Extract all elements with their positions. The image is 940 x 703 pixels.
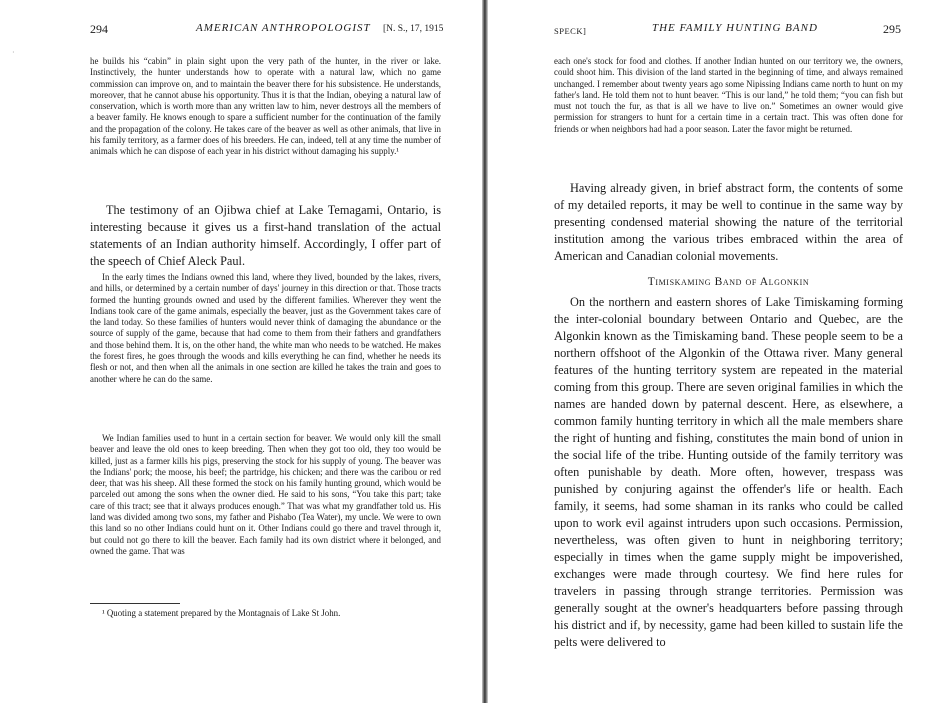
right-body-paragraph-1: Having already given, in brief abstract form, the contents of some of my detailed reports, it may be well to continue in the same way by presenting condensed material showing the nature of the territorial institution among the various tribes embraced within the area of American and Canadian colonial movements. <box>554 181 903 263</box>
left-opening-paragraph: he builds his “cabin” in plain sight upon the very path of the hunter, in the river or lake. Instinctively, the hunter understands how to operate with a natural law, which no game commission can improve on, and to maintain the beaver there for his subsistence. He understands, moreover, that he cannot abuse his opportunity. Thus it is that the Indian, obeying a natural law of conservation, which is worth more than any written law to him, never destroys all the members of a beaver family. He knows enough to spare a sufficient number for the continuation of the family and the propagation of the colony. He takes care of the beaver as well as other animals, that live in his family territory, as a farmer does of his breeders. He can, indeed, tell at any time the number of animals which he can dispose of each year in his district without damaging his supply.¹ <box>90 56 441 157</box>
right-running-head: THE FAMILY HUNTING BAND <box>652 22 818 34</box>
footnote: ¹ Quoting a statement prepared by the Montagnais of Lake St John. <box>102 608 341 618</box>
left-series-info: [N. S., 17, 1915 <box>383 24 444 34</box>
left-quote-paragraph-1: In the early times the Indians owned this land, where they lived, bounded by the lakes, rivers, and hills, or determined by a certain number of days' journey in this direction or that. Those tracts formed the hunting grounds owned and used by the different families. Wherever they went the Indians took care of the game animals, especially the beaver, just as the Government takes care of the land today. So these families of hunters would never think of damaging the abundance or the source of supply of the game, because that had come to them from their fathers and grandfathers and those behind them. It is, on the other hand, the white man who needs to be watched. He makes the forest fires, he goes through the woods and kills everything he can find, whether he needs its flesh or not, and then when all the animals in one section are killed he takes the train and goes to another where he can do the same. <box>90 272 441 384</box>
right-page <box>486 0 940 703</box>
scan-mark: · <box>12 48 15 57</box>
right-page-number: 295 <box>883 22 901 36</box>
left-body-paragraph: The testimony of an Ojibwa chief at Lake Temagami, Ontario, is interesting because it gives us a first-hand translation of the actual statements of an Indian authority himself. Accordingly, I offer part of the speech of Chief Aleck Paul. <box>90 203 441 268</box>
left-running-head: AMERICAN ANTHROPOLOGIST <box>196 22 371 34</box>
left-quote-paragraph-2: We Indian families used to hunt in a certain section for beaver. We would only kill the small beaver and leave the old ones to keep breeding. Then when they got too old, they too would be killed, just as a farmer kills his pigs, preserving the stock for his supply of young. The beaver was the Indians' pork; the moose, his beef; the partridge, his chicken; and there was the caribou or red deer, that was his sheep. All these formed the stock on his family hunting ground, which would be parceled out among the sons when the owner died. He said to his sons, “You take this part; take care of this tract; see that it always produces enough.” That was what my grandfather told us. His land was divided among two sons, my father and Pishabo (Tea Water), my uncle. We were to own this land so no other Indians could hunt on it. Other Indians could go there and travel through it, but could not go there to kill the beaver. Each family had its own district where it belonged, and owned the game. That was <box>90 433 441 556</box>
section-heading: Timiskaming Band of Algonkin <box>647 276 810 288</box>
right-body-paragraph-2: On the northern and eastern shores of Lake Timiskaming forming the inter-colonial boundary between Ontario and Quebec, are the Algonkin known as the Timiskaming band. These people seem to be a northern offshoot of the Algonkin of the Ottawa river. Many general features of the hunting territory system are repeated in the material coming from this group. There are seven original families in which the names are handed down by paternal descent. Here, as elsewhere, a common family hunting territory in which all the male members share the right of hunting and fishing, constitutes the main bond of union in the social life of the tribe. Hunting outside of the family territory was often punishable by death. More often, however, trespass was punished by conjuring against the offender's life or health. Each family, it seems, had some shaman in its ranks who could be called upon to work evil against intruders upon such occasions. Permission, nevertheless, was often given to hunt in neighboring territory; especially in times when the game supply might be impoverished, exchanges were made through courtesy. We find here rules for travelers in passing through strange territories. Permission was generally sought at the owner's headquarters before passing through his district and if, by necessity, game had been killed to sustain life the pelts were delivered to <box>554 295 903 649</box>
right-quote-continuation: each one's stock for food and clothes. If another Indian hunted on our territory we, the owners, could shoot him. This division of the land started in the beginning of time, and always remained unchanged. I remember about twenty years ago some Nipissing Indians came north to hunt on my father's land. He told them not to hunt beaver. “This is our land,” he told them; “you can fish but must not touch the fur, as that is all we have to live on.” Sometimes an owner would give permission for strangers to hunt for a certain time in a certain tract. This was often done for friends or when neighbors had had a poor season. Later the favor might be returned. <box>554 56 903 134</box>
left-page-number: 294 <box>90 22 108 36</box>
right-left-head: SPECK] <box>554 26 587 36</box>
footnote-rule <box>90 603 180 604</box>
